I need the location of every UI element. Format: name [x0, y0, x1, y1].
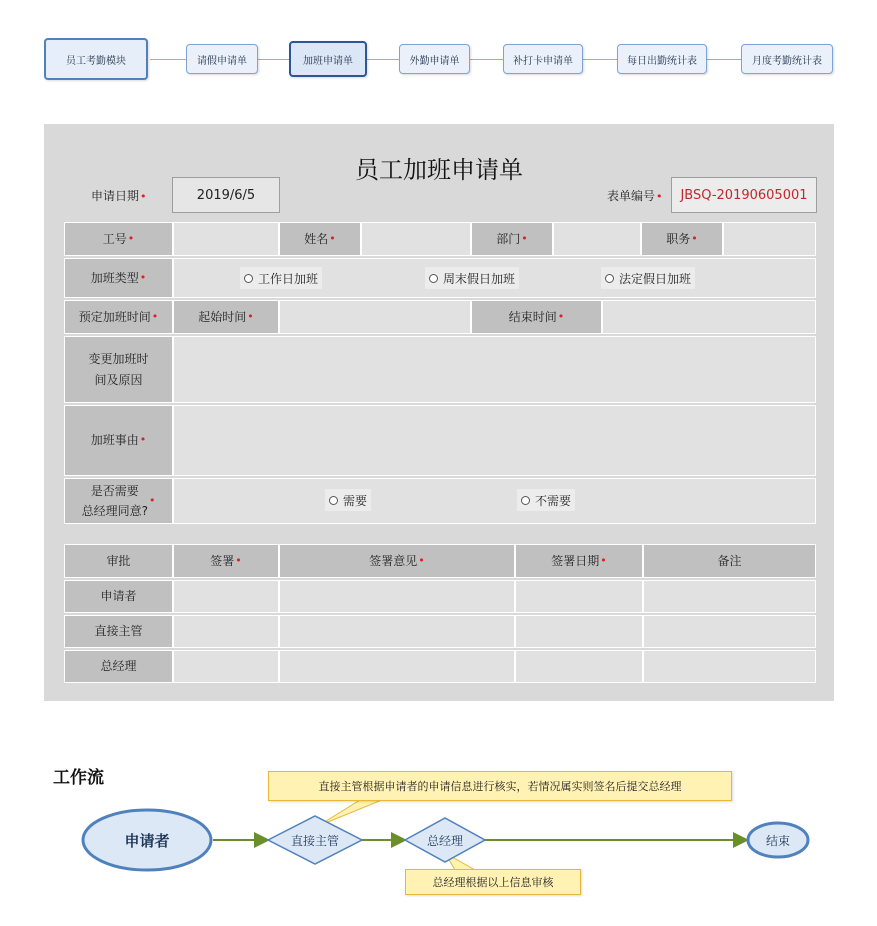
approval-cell[interactable]	[279, 580, 515, 613]
form-title: 员工加班申请单	[355, 156, 523, 184]
planned-time-label: 预定加班时间 •	[64, 300, 173, 334]
radio-circle-icon	[329, 496, 338, 505]
end-time-input[interactable]	[602, 300, 816, 334]
module-nav	[0, 0, 877, 100]
nav-attendance-module[interactable]: 员工考勤模块	[44, 38, 148, 80]
need-gm-yes-radio[interactable]: 需要	[325, 489, 371, 511]
change-reason-input[interactable]	[173, 336, 816, 403]
node-applicant-label: 申请者	[124, 831, 170, 850]
approval-row-gm: 总经理	[64, 650, 173, 683]
apply-date-field[interactable]: 2019/6/5	[172, 177, 280, 213]
approval-header-sign: 签署 •	[173, 544, 279, 578]
nav-punch-fix-form[interactable]: 补打卡申请单	[503, 44, 583, 74]
dept-label: 部门 •	[471, 222, 553, 256]
nav-monthly-stats[interactable]: 月度考勤统计表	[741, 44, 833, 74]
approval-cell[interactable]	[173, 615, 279, 648]
name-input[interactable]	[361, 222, 471, 256]
node-end-label: 结束	[765, 833, 790, 848]
radio-circle-icon	[244, 274, 253, 283]
approval-cell[interactable]	[515, 650, 643, 683]
end-time-label: 结束时间 •	[471, 300, 602, 334]
start-time-input[interactable]	[279, 300, 471, 334]
need-gm-options	[173, 478, 816, 524]
ot-type-holiday-radio[interactable]: 法定假日加班	[601, 267, 695, 289]
ot-reason-input[interactable]	[173, 405, 816, 476]
need-gm-no-radio[interactable]: 不需要	[517, 489, 575, 511]
need-gm-label: 是否需要 总经理同意? •	[64, 478, 173, 524]
approval-header-note: 备注	[643, 544, 816, 578]
approval-row-supervisor: 直接主管	[64, 615, 173, 648]
approval-header-opinion: 签署意见 •	[279, 544, 515, 578]
emp-no-input[interactable]	[173, 222, 279, 256]
apply-date-label: 申请日期•	[91, 189, 147, 203]
approval-cell[interactable]	[173, 650, 279, 683]
approval-header-date: 签署日期 •	[515, 544, 643, 578]
approval-cell[interactable]	[279, 615, 515, 648]
approval-cell[interactable]	[279, 650, 515, 683]
radio-circle-icon	[605, 274, 614, 283]
approval-header-approval: 审批	[64, 544, 173, 578]
overtime-form	[44, 124, 834, 701]
approval-cell[interactable]	[173, 580, 279, 613]
node-gm-label: 总经理	[426, 833, 463, 848]
radio-circle-icon	[521, 496, 530, 505]
approval-cell[interactable]	[643, 580, 816, 613]
name-label: 姓名 •	[279, 222, 361, 256]
approval-cell[interactable]	[643, 650, 816, 683]
ot-reason-label: 加班事由 •	[64, 405, 173, 476]
position-input[interactable]	[723, 222, 816, 256]
approval-cell[interactable]	[515, 580, 643, 613]
start-time-label: 起始时间 •	[173, 300, 279, 334]
approval-cell[interactable]	[515, 615, 643, 648]
approval-cell[interactable]	[643, 615, 816, 648]
node-supervisor-label: 直接主管	[290, 833, 339, 848]
workflow-title: 工作流	[53, 768, 104, 788]
change-reason-label: 变更加班时 间及原因	[64, 336, 173, 403]
position-label: 职务 •	[641, 222, 723, 256]
dept-input[interactable]	[553, 222, 641, 256]
supervisor-callout: 直接主管根据申请者的申请信息进行核实，若情况属实则签名后提交总经理	[268, 771, 732, 801]
ot-type-label: 加班类型 •	[64, 258, 173, 298]
nav-field-work-form[interactable]: 外勤申请单	[399, 44, 470, 74]
ot-type-weekday-radio[interactable]: 工作日加班	[240, 267, 322, 289]
ot-type-weekend-radio[interactable]: 周末假日加班	[425, 267, 519, 289]
gm-callout: 总经理根据以上信息审核	[405, 869, 581, 895]
form-no-label: 表单编号•	[607, 189, 663, 203]
radio-circle-icon	[429, 274, 438, 283]
nav-overtime-form[interactable]: 加班申请单	[289, 41, 367, 77]
approval-row-applicant: 申请者	[64, 580, 173, 613]
emp-no-label: 工号 •	[64, 222, 173, 256]
nav-daily-stats[interactable]: 每日出勤统计表	[617, 44, 707, 74]
nav-leave-form[interactable]: 请假申请单	[186, 44, 258, 74]
form-no-field[interactable]: JBSQ-20190605001	[671, 177, 817, 213]
